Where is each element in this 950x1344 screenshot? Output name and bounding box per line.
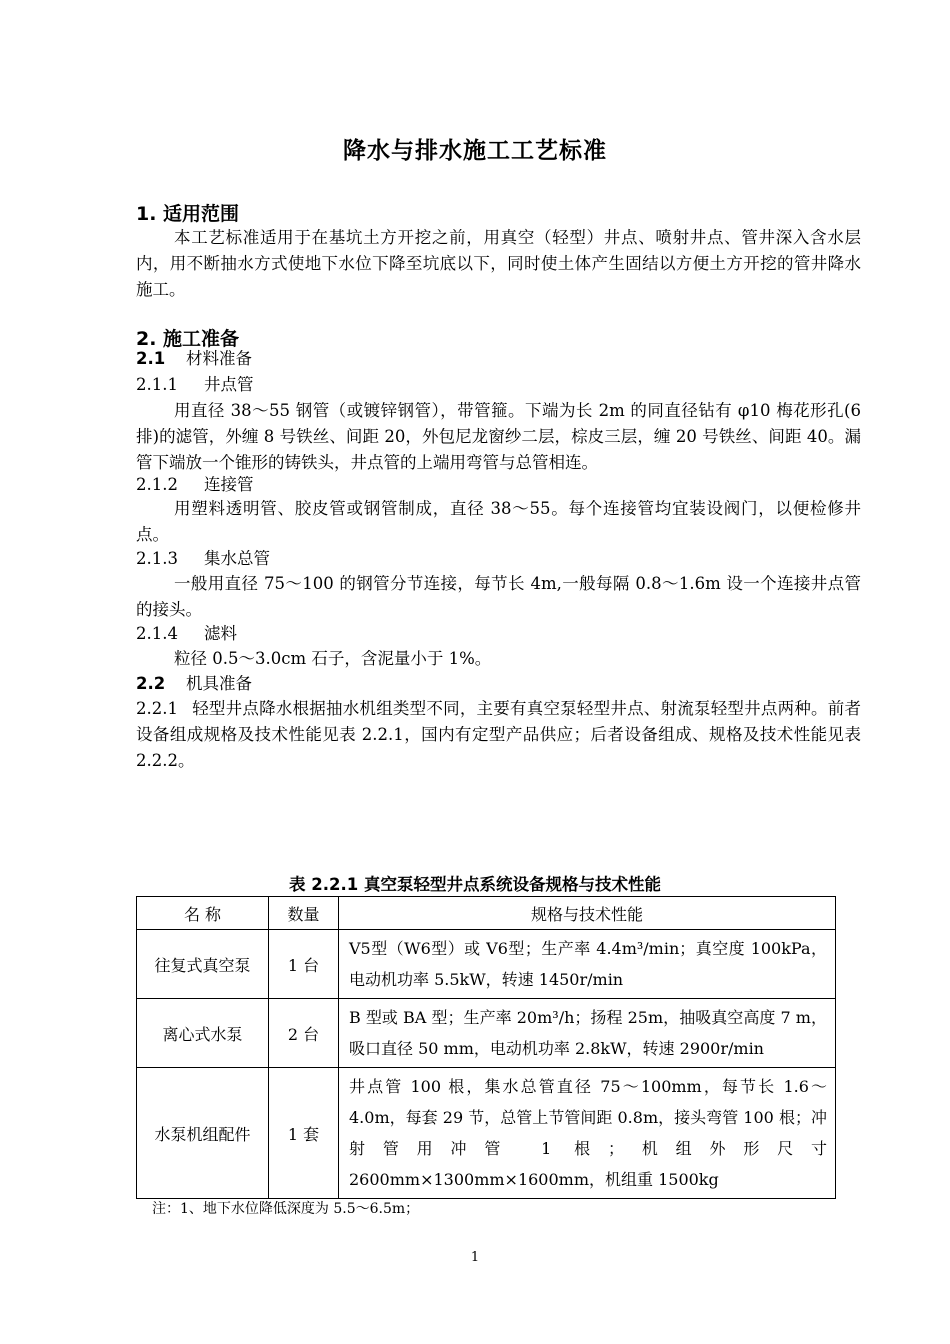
cell-spec: B 型或 BA 型；生产率 20m³/h；扬程 25m，抽吸真空高度 7 m，吸口直径 50 mm，电动机功率 2.8kW，转速 2900r/min: [339, 999, 836, 1068]
subsection-2-1-4-paragraph: 粒径 0.5～3.0cm 石子，含泥量小于 1%。: [174, 649, 492, 668]
table-row: [137, 1068, 836, 1199]
subsection-number: 2.1.4: [136, 624, 178, 643]
subsection-2-1-3-paragraph: 一般用直径 75～100 的钢管分节连接，每节长 4m,一般每隔 0.8～1.6m 设一个连接井点管的接头。: [136, 574, 861, 619]
subsection-number: 2.1.3: [136, 549, 178, 568]
cell-quantity: 2 台: [269, 999, 339, 1068]
subsection-title: 滤料: [204, 624, 237, 643]
subsection-2-2-1-paragraph: 2.2.1 轻型井点降水根据抽水机组类型不同，主要有真空泵轻型井点、射流泵轻型井点两种。前者设备组成规格及技术性能见表 2.2.1，国内有定型产品供应；后者设备组成、规格及技术性能见表 2.2.2。: [136, 699, 861, 770]
header-name: 名 称: [137, 897, 269, 930]
subsection-title: 井点管: [204, 375, 254, 394]
subsection-2-1-2: [136, 472, 861, 498]
cell-spec: V5型（W6型）或 V6型；生产率 4.4m³/min；真空度 100kPa，电动机功率 5.5kW，转速 1450r/min: [339, 930, 836, 999]
subsection-2-1-1: [136, 372, 861, 398]
subsection-2-1: [136, 346, 861, 372]
section-2-heading: 2. 施工准备: [136, 328, 240, 350]
table-row: [137, 999, 836, 1068]
subsection-number: 2.1.1: [136, 375, 178, 394]
subsection-number: 2.2: [136, 674, 166, 693]
equipment-table: [136, 896, 836, 1199]
table-row: [137, 930, 836, 999]
subsection-title: 连接管: [204, 475, 254, 494]
table-header-row: [137, 897, 836, 930]
header-quantity: 数量: [269, 897, 339, 930]
cell-name: 水泵机组配件: [137, 1068, 269, 1199]
subsection-number: 2.2.1: [136, 699, 178, 718]
subsection-number: 2.1: [136, 349, 166, 368]
subsection-number: 2.1.2: [136, 475, 178, 494]
subsection-2-1-1-paragraph: 用直径 38～55 钢管（或镀锌钢管），带管箍。下端为长 2m 的同直径钻有 φ10 梅花形孔(6 排)的滤管，外缠 8 号铁丝、间距 20，外包尼龙窗纱二层，棕皮三层，缠 20 号铁丝、间距 40。漏管下端放一个锥形的铸铁头，井点管的上端用弯管与总管相连。: [136, 401, 861, 472]
header-spec: 规格与技术性能: [339, 897, 836, 930]
cell-quantity: 1 套: [269, 1068, 339, 1199]
subsection-2-1-3: [136, 546, 861, 572]
cell-name: 离心式水泵: [137, 999, 269, 1068]
subsection-title: 机具准备: [186, 674, 252, 693]
page-number: 1: [470, 1250, 480, 1265]
subsection-title: 集水总管: [204, 549, 270, 568]
section-1-paragraph: 本工艺标准适用于在基坑土方开挖之前，用真空（轻型）井点、喷射井点、管井深入含水层内，用不断抽水方式使地下水位下降至坑底以下，同时使土体产生固结以方便土方开挖的管井降水施工。: [136, 228, 861, 299]
section-1-heading: 1. 适用范围: [136, 203, 240, 225]
subsection-2-1-2-paragraph: 用塑料透明管、胶皮管或钢管制成，直径 38～55。每个连接管均宜装设阀门，以便检修井点。: [136, 499, 861, 544]
cell-spec: 井点管 100 根，集水总管直径 75～100mm，每节长 1.6～4.0m，每套 29 节，总管上节管间距 0.8m，接头弯管 100 根；冲射管用冲管 1 根；机组外形尺寸 2600mm×1300mm×1600mm，机组重 1500kg: [339, 1068, 836, 1199]
subsection-2-1-4: [136, 621, 861, 647]
subsection-title: 材料准备: [186, 349, 252, 368]
cell-name: 往复式真空泵: [137, 930, 269, 999]
table-caption: 表 2.2.1 真空泵轻型井点系统设备规格与技术性能: [289, 875, 661, 894]
document-title: 降水与排水施工工艺标准: [343, 138, 607, 164]
table-note: 注：1、地下水位降低深度为 5.5～6.5m；: [152, 1201, 420, 1217]
subsection-2-2: [136, 671, 861, 697]
cell-quantity: 1 台: [269, 930, 339, 999]
